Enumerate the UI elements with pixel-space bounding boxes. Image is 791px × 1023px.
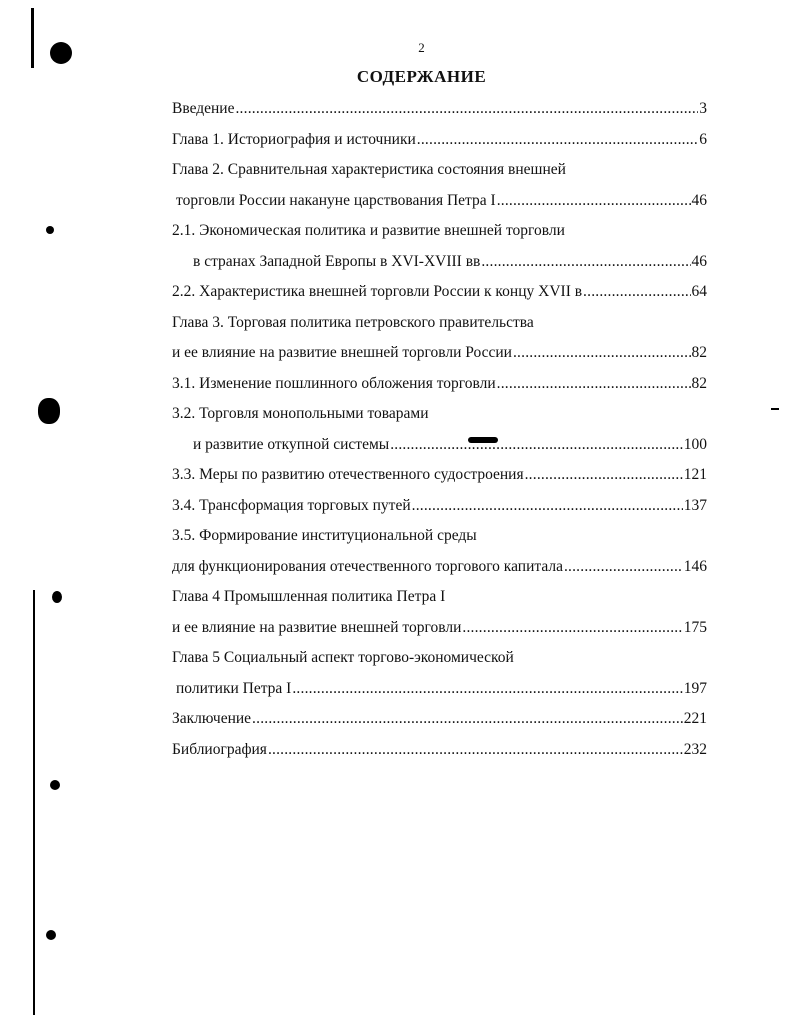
toc-entry-section-3-3[interactable] bbox=[172, 461, 707, 485]
toc-entry-text: Глава 2. Сравнительная характеристика состояния внешней bbox=[172, 161, 566, 178]
toc-entry-text: 3.3. Меры по развитию отечественного судостроения bbox=[172, 466, 524, 483]
toc-entry-text: Глава 3. Торговая политика петровского правительства bbox=[172, 314, 534, 331]
toc-entry-chapter-5[interactable] bbox=[172, 644, 707, 668]
toc-entry-text: 3.1. Изменение пошлинного обложения торговли bbox=[172, 375, 496, 392]
toc-entry-chapter-5-cont[interactable] bbox=[172, 675, 707, 699]
toc-entry-section-3-1[interactable] bbox=[172, 370, 707, 394]
toc-entry-chapter-4-cont[interactable] bbox=[172, 614, 707, 638]
toc-entry-text: торговли России накануне царствования Петра I bbox=[176, 192, 496, 209]
toc-entry-section-2-1[interactable] bbox=[172, 217, 707, 241]
toc-leader-dots bbox=[525, 465, 683, 485]
toc-entry-text: 3.4. Трансформация торговых путей bbox=[172, 497, 411, 514]
toc-entry-text: Введение bbox=[172, 100, 235, 117]
hole-punch-mark bbox=[50, 780, 60, 790]
toc-page-number: 100 bbox=[683, 436, 707, 453]
toc-page-number: 46 bbox=[691, 192, 707, 209]
toc-entry-text: Глава 1. Историография и источники bbox=[172, 131, 416, 148]
scan-edge-line bbox=[31, 8, 34, 68]
toc-entry-introduction[interactable] bbox=[172, 95, 707, 119]
toc-page-number: 64 bbox=[691, 283, 707, 300]
toc-leader-dots bbox=[235, 99, 698, 119]
toc-entry-section-3-4[interactable] bbox=[172, 492, 707, 516]
toc-entry-text: для функционирования отечественного торгового капитала bbox=[172, 558, 563, 575]
toc-entry-section-3-5-cont[interactable] bbox=[172, 553, 707, 577]
toc-page-number: 6 bbox=[699, 131, 707, 148]
toc-leader-dots bbox=[390, 435, 683, 455]
hole-punch-mark bbox=[46, 226, 54, 234]
toc-entry-text: и развитие откупной системы bbox=[193, 436, 390, 453]
toc-page-number: 137 bbox=[683, 497, 707, 514]
toc-entry-text: 3.5. Формирование институциональной среды bbox=[172, 527, 477, 544]
toc-entry-chapter-2-cont[interactable] bbox=[172, 187, 707, 211]
toc-leader-dots bbox=[564, 557, 683, 577]
toc-entry-section-2-2[interactable] bbox=[172, 278, 707, 302]
toc-entry-text: Глава 5 Социальный аспект торгово-экономической bbox=[172, 649, 514, 666]
hole-punch-mark bbox=[52, 591, 62, 603]
toc-leader-dots bbox=[481, 252, 690, 272]
toc-page-number: 82 bbox=[691, 375, 707, 392]
toc-entry-chapter-3[interactable] bbox=[172, 309, 707, 333]
toc-entry-text: Глава 4 Промышленная политика Петра I bbox=[172, 588, 446, 605]
toc-entry-chapter-1[interactable] bbox=[172, 126, 707, 150]
toc-entry-chapter-2[interactable] bbox=[172, 156, 707, 180]
page-title: СОДЕРЖАНИЕ bbox=[356, 67, 487, 86]
toc-entry-text: в странах Западной Европы в XVI-XVIII вв bbox=[193, 253, 481, 270]
hole-punch-mark bbox=[46, 930, 56, 940]
toc-page-number: 232 bbox=[683, 741, 707, 758]
toc-leader-dots bbox=[497, 191, 691, 211]
toc-page-number: 175 bbox=[683, 619, 707, 636]
toc-entry-text: политики Петра I bbox=[176, 680, 292, 697]
toc-leader-dots bbox=[268, 740, 683, 760]
scan-dash-mark bbox=[771, 408, 779, 410]
toc-leader-dots bbox=[292, 679, 682, 699]
toc-entry-section-3-5[interactable] bbox=[172, 522, 707, 546]
toc-entry-text: 2.1. Экономическая политика и развитие внешней торговли bbox=[172, 222, 565, 239]
toc-entry-chapter-3-cont[interactable] bbox=[172, 339, 707, 363]
toc-entry-bibliography[interactable] bbox=[172, 736, 707, 760]
toc-entry-text: Заключение bbox=[172, 710, 252, 727]
toc-entry-conclusion[interactable] bbox=[172, 705, 707, 729]
toc-page-number: 3 bbox=[699, 100, 707, 117]
toc-page-number: 46 bbox=[691, 253, 707, 270]
toc-entry-chapter-4[interactable] bbox=[172, 583, 707, 607]
scan-edge-line bbox=[33, 590, 35, 1015]
hole-punch-mark bbox=[38, 398, 60, 424]
toc-entry-text: 2.2. Характеристика внешней торговли России к концу XVII в bbox=[172, 283, 583, 300]
toc-leader-dots bbox=[497, 374, 691, 394]
toc-entry-section-3-2[interactable] bbox=[172, 400, 707, 424]
toc-leader-dots bbox=[462, 618, 682, 638]
toc-leader-dots bbox=[513, 343, 691, 363]
toc-page-number: 197 bbox=[683, 680, 707, 697]
toc-entry-text: 3.2. Торговля монопольными товарами bbox=[172, 405, 429, 422]
toc-page-number: 121 bbox=[683, 466, 707, 483]
toc-leader-dots bbox=[583, 282, 690, 302]
toc-page-number: 221 bbox=[683, 710, 707, 727]
toc-entry-section-3-2-cont[interactable] bbox=[172, 431, 707, 455]
toc-entry-text: Библиография bbox=[172, 741, 267, 758]
toc-leader-dots bbox=[412, 496, 683, 516]
toc-page-number: 146 bbox=[683, 558, 707, 575]
page-number: 2 bbox=[418, 40, 425, 55]
toc-leader-dots bbox=[252, 709, 683, 729]
toc-entry-section-2-1-cont[interactable] bbox=[172, 248, 707, 272]
toc-entry-text: и ее влияние на развитие внешней торговли bbox=[172, 619, 462, 636]
toc-entry-text: и ее влияние на развитие внешней торговли России bbox=[172, 344, 512, 361]
toc-page-number: 82 bbox=[691, 344, 707, 361]
toc-leader-dots bbox=[417, 130, 698, 150]
